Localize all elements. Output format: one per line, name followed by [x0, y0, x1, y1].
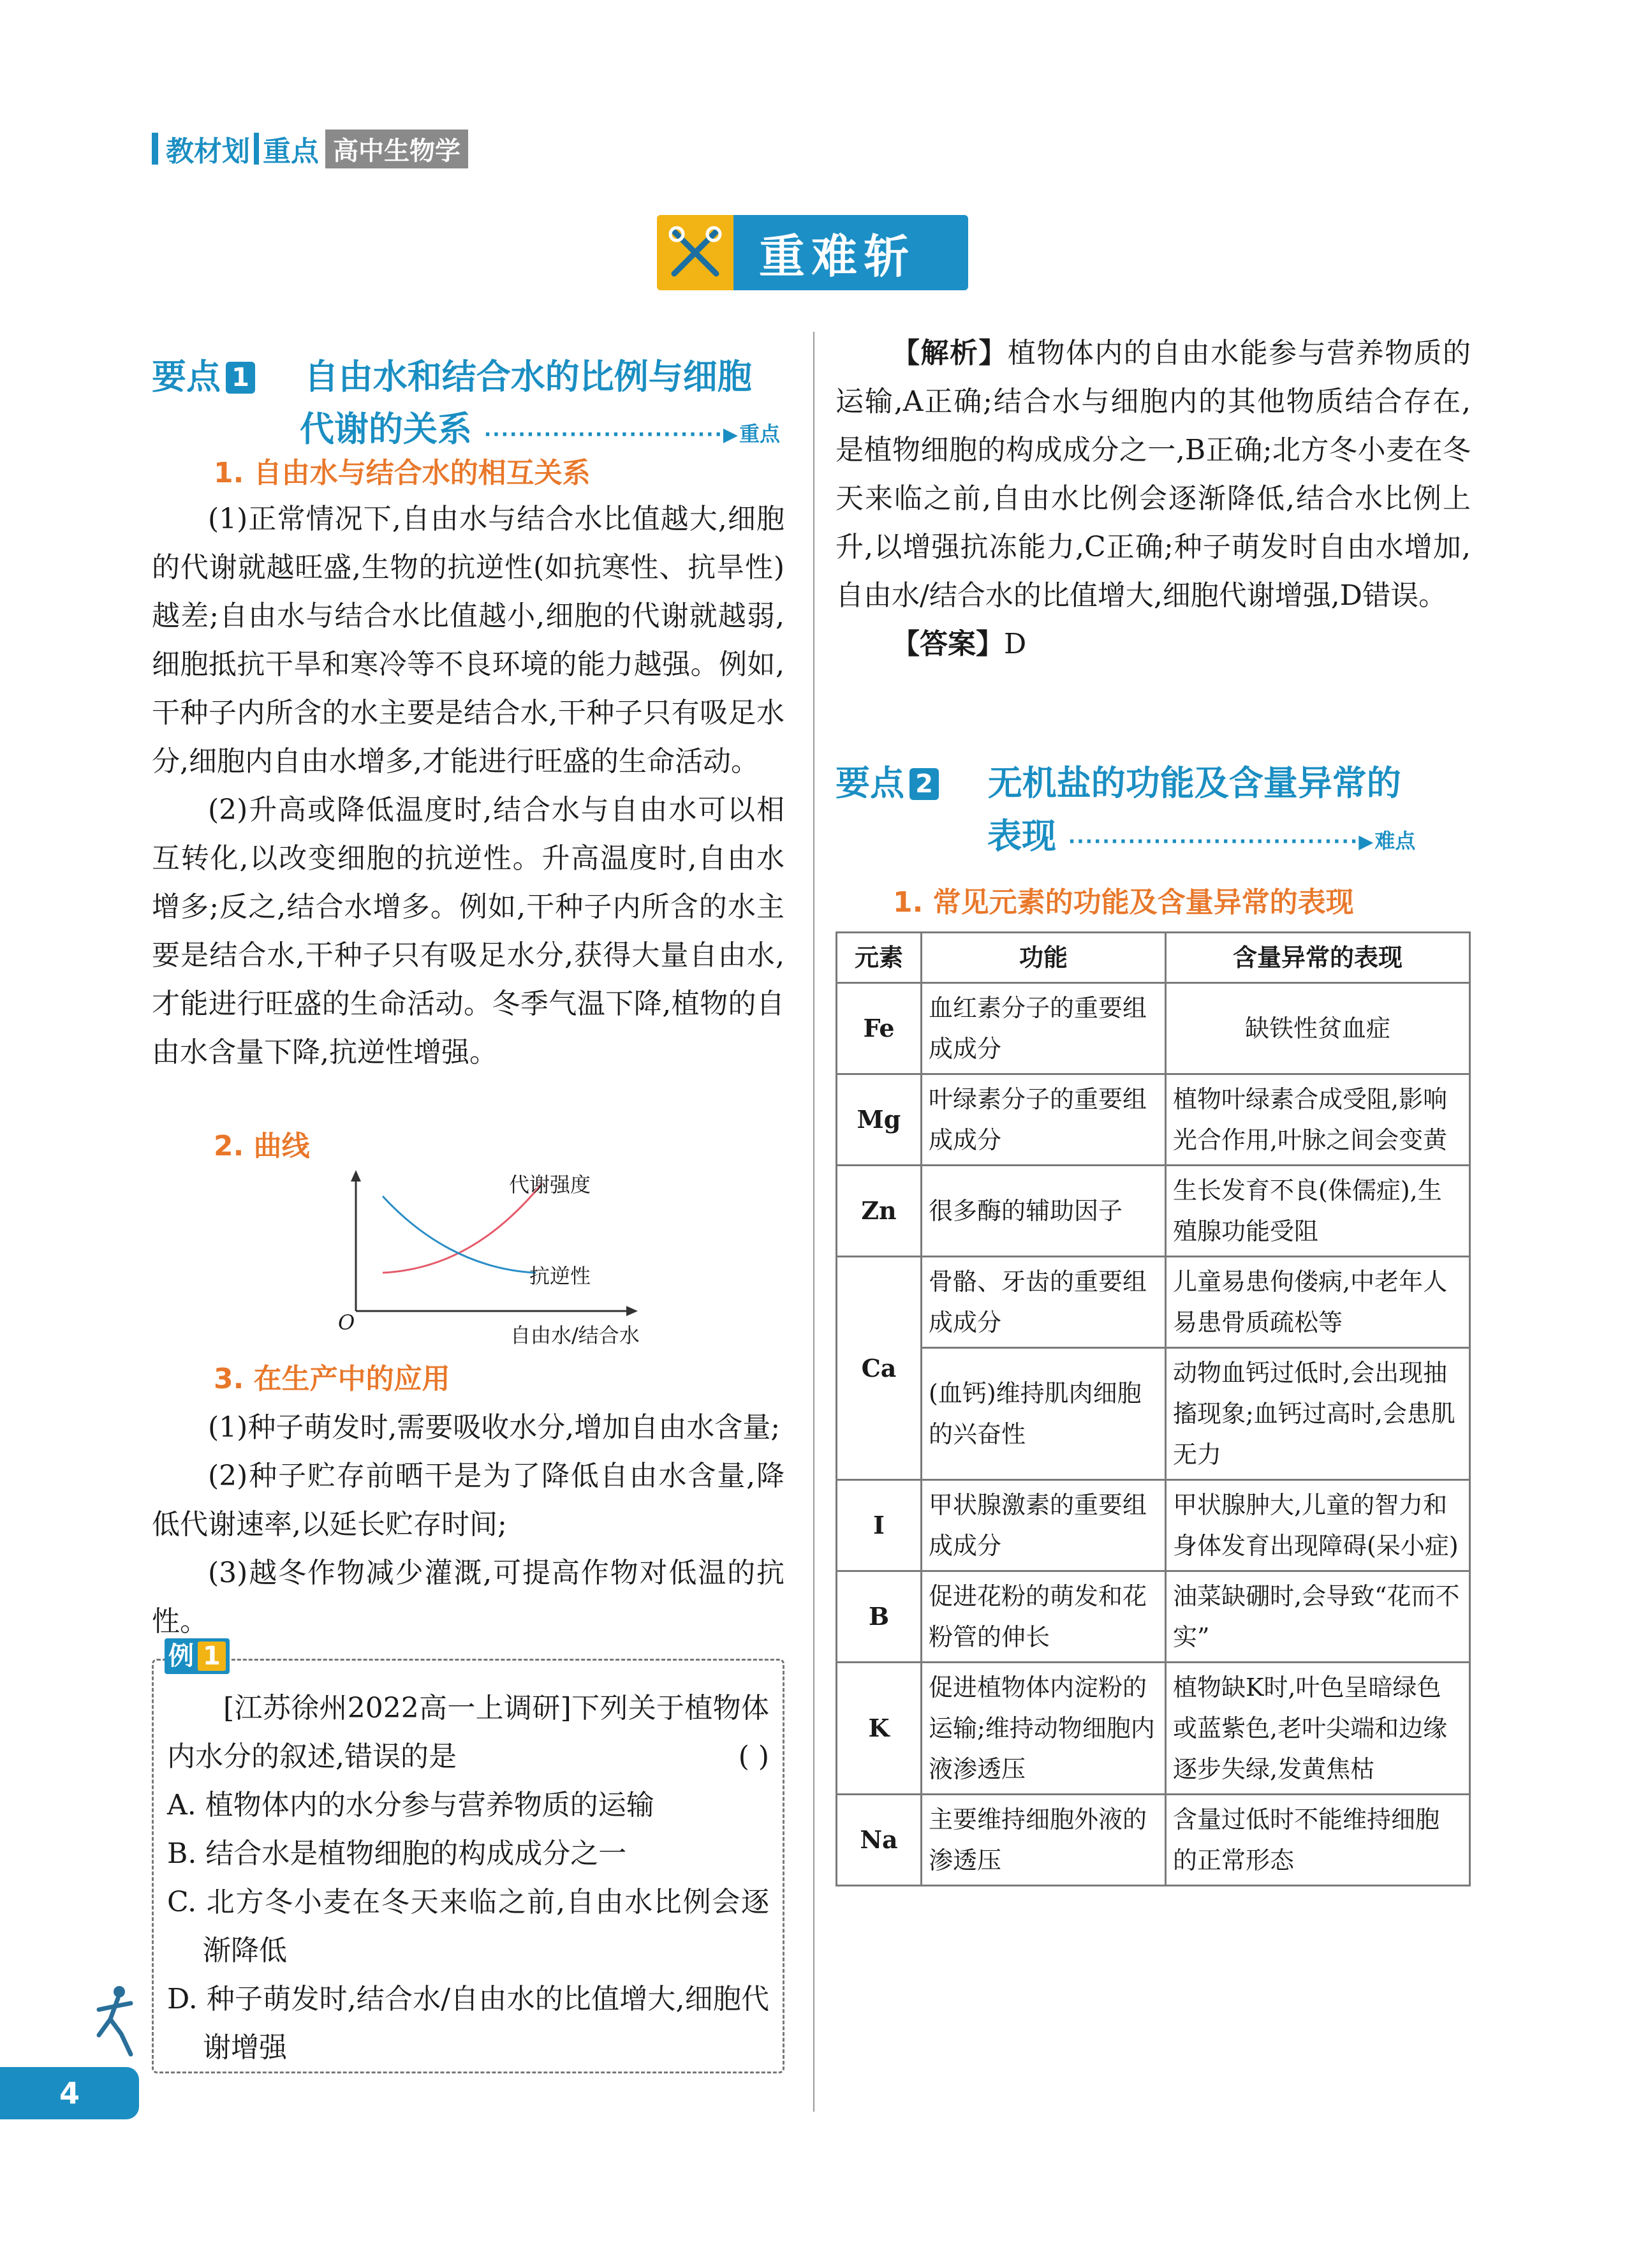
chart-label-metabolism: 代谢强度: [509, 1173, 591, 1197]
table-row: [837, 1663, 1470, 1795]
table-cell-function: 叶绿素分子的重要组成成分: [922, 1074, 1166, 1166]
kp1-application-list: [152, 1404, 784, 1646]
table-header-row: [837, 933, 1470, 983]
resistance-curve: [383, 1196, 536, 1273]
table-cell-function: 主要维持细胞外液的渗透压: [922, 1795, 1166, 1886]
table-cell-function: 很多酶的辅助因子: [922, 1166, 1166, 1257]
kp1-title-line2: 代谢的关系: [300, 409, 472, 449]
kp1-title-line1: 自由水和结合水的比例与细胞: [304, 357, 752, 397]
kp1-paragraph-2: (2)升高或降低温度时,结合水与自由水可以相互转化,以改变细胞的抗逆性。升高温度时,自由水增多;反之,结合水增多。例如,干种子内所含的水主要是结合水,干种子只有吸足水分,获得大量自由水,才能进行旺盛的生命活动。冬季气温下降,植物的自由水含量下降,抗逆性增强。: [152, 794, 784, 1069]
table-cell-function: 促进花粉的萌发和花粉管的伸长: [922, 1571, 1166, 1663]
table-cell-element: Mg: [837, 1074, 922, 1166]
kp1-number: 1: [226, 362, 255, 394]
table-cell-abnormal: 生长发育不良(侏儒症),生殖腺功能受阻: [1166, 1166, 1470, 1257]
kp2-tag: 难点: [1374, 829, 1416, 853]
table-cell-abnormal: 油菜缺硼时,会导致“花而不实”: [1166, 1571, 1470, 1663]
example-stem-text: [江苏徐州2022高一上调研]下列关于植物体内水分的叙述,错误的是: [167, 1692, 769, 1773]
table-row: [837, 1166, 1470, 1257]
page-number: 4: [0, 2067, 139, 2119]
example-tag-number: 1: [198, 1642, 226, 1671]
example-tag-label: 例: [168, 1642, 194, 1671]
table-cell-abnormal: 动物血钙过低时,会出现抽搐现象;血钙过高时,会患肌无力: [1166, 1348, 1470, 1480]
kp1-subheading-2: 2. 曲线: [214, 1130, 310, 1162]
kp2-heading-line1: [836, 756, 1401, 805]
y-axis-arrow: [351, 1170, 361, 1182]
example-option-a: A. 植物体内的水分参与营养物质的运输: [167, 1789, 654, 1821]
table-row: [837, 1348, 1470, 1480]
table-row: [837, 1571, 1470, 1663]
table-cell-element: Zn: [837, 1166, 922, 1257]
answer-label: 【答案】: [892, 628, 1004, 660]
table-cell-abnormal: 缺铁性贫血症: [1166, 983, 1470, 1074]
example-tag: [165, 1638, 230, 1674]
header-separator: [254, 133, 259, 165]
table-cell-element: B: [837, 1571, 922, 1663]
application-item-1: (1)种子萌发时,需要吸收水分,增加自由水含量;: [208, 1411, 781, 1444]
analysis-paragraph: [836, 329, 1471, 620]
example-option-b: B. 结合水是植物细胞的构成成分之一: [167, 1837, 627, 1870]
header-series-a: 教材划: [166, 135, 250, 168]
chart-x-label: 自由水/结合水: [510, 1323, 640, 1347]
kp1-heading-line2: [300, 402, 780, 451]
analysis-text: 植物体内的自由水能参与营养物质的运输,A正确;结合水与细胞内的其他物质结合存在,是植物细胞的构成成分之一,B正确;北方冬小麦在冬天来临之前,自由水比例会逐渐降低,结合水比例上升,以增强抗冻能力,C正确;种子萌发时自由水增加,自由水/结合水的比值增大,细胞代谢增强,D错误。: [836, 337, 1471, 612]
kp1-tag: 重点: [739, 422, 781, 446]
header-subject: 高中生物学: [325, 130, 468, 168]
table-row: [837, 1795, 1470, 1886]
answer-bracket: ( ): [738, 1740, 769, 1773]
kp1-paragraph-1: (1)正常情况下,自由水与结合水比值越大,细胞的代谢就越旺盛,生物的抗逆性(如抗寒性、抗旱性)越差;自由水与结合水比值越小,细胞的代谢就越弱,细胞抵抗干旱和寒冷等不良环境的能力越强。例如,干种子内所含的水主要是结合水,干种子只有吸足水分,细胞内自由水增多,才能进行旺盛的生命活动。: [152, 503, 784, 778]
kp1-label: 要点: [152, 357, 221, 397]
table-cell-function: (血钙)维持肌肉细胞的兴奋性: [922, 1348, 1166, 1480]
table-cell-element: Ca: [837, 1257, 922, 1480]
kp1-text-block-1: [152, 495, 784, 1077]
table-cell-function: 甲状腺激素的重要组成成分: [922, 1480, 1166, 1571]
kp1-leader-dots: ····························▶: [483, 424, 739, 446]
tools-icon: [657, 215, 733, 290]
table-header-abnormal: 含量异常的表现: [1166, 933, 1470, 983]
element-function-table: [836, 931, 1471, 1886]
table-header-element: 元素: [837, 933, 922, 983]
runner-figure-icon: [86, 1984, 144, 2061]
kp2-subheading-1: 1. 常见元素的功能及含量异常的表现: [893, 886, 1354, 919]
example-content: [167, 1684, 769, 2072]
analysis-block: [836, 329, 1471, 669]
table-cell-element: Fe: [837, 983, 922, 1074]
table-header-function: 功能: [922, 933, 1166, 983]
kp2-title-line2: 表现: [987, 816, 1056, 856]
table-row: [837, 1074, 1470, 1166]
answer-paragraph: [836, 620, 1471, 669]
table-row: [837, 1257, 1470, 1348]
kp1-subheading-1: 1. 自由水与结合水的相互关系: [214, 457, 591, 489]
header-series-b: 重点: [263, 135, 319, 168]
curve-chart: [332, 1167, 663, 1353]
analysis-label: 【解析】: [892, 337, 1008, 369]
table-cell-function: 骨骼、牙齿的重要组成成分: [922, 1257, 1166, 1348]
table-cell-function: 促进植物体内淀粉的运输;维持动物细胞内液渗透压: [922, 1663, 1166, 1795]
table-row: [837, 983, 1470, 1074]
answer-value: D: [1004, 628, 1027, 660]
table-row: [837, 1480, 1470, 1571]
table-cell-function: 血红素分子的重要组成成分: [922, 983, 1166, 1074]
table-cell-element: I: [837, 1480, 922, 1571]
banner-title: 重难斩: [759, 230, 917, 283]
application-item-3: (3)越冬作物减少灌溉,可提高作物对低温的抗性。: [152, 1557, 784, 1638]
section-banner: [657, 215, 968, 290]
running-header: [152, 131, 468, 167]
kp1-subheading-3: 3. 在生产中的应用: [214, 1363, 450, 1395]
table-cell-abnormal: 含量过低时不能维持细胞的正常形态: [1166, 1795, 1470, 1886]
example-option-d: D. 种子萌发时,结合水/自由水的比值增大,细胞代谢增强: [167, 1983, 769, 2064]
kp1-heading-line1: [152, 350, 752, 399]
chart-label-resistance: 抗逆性: [529, 1264, 591, 1288]
kp2-label: 要点: [836, 763, 904, 803]
header-accent-bar: [152, 133, 158, 165]
table-cell-abnormal: 儿童易患佝偻病,中老年人易患骨质疏松等: [1166, 1257, 1470, 1348]
example-option-c: C. 北方冬小麦在冬天来临之前,自由水比例会逐渐降低: [167, 1886, 769, 1967]
table-cell-abnormal: 植物叶绿素合成受阻,影响光合作用,叶脉之间会变黄: [1166, 1074, 1470, 1166]
kp2-leader-dots: ··································▶: [1068, 831, 1375, 853]
table-cell-abnormal: 甲状腺肿大,儿童的智力和身体发育出现障碍(呆小症): [1166, 1480, 1470, 1571]
kp2-heading-line2: [987, 809, 1415, 858]
table-cell-element: Na: [837, 1795, 922, 1886]
application-item-2: (2)种子贮存前晒干是为了降低自由水含量,降低代谢速率,以延长贮存时间;: [152, 1460, 784, 1541]
table-cell-element: K: [837, 1663, 922, 1795]
table-cell-abnormal: 植物缺K时,叶色呈暗绿色或蓝紫色,老叶尖端和边缘逐步失绿,发黄焦枯: [1166, 1663, 1470, 1795]
example-stem: [167, 1684, 769, 1781]
chart-origin: O: [338, 1310, 355, 1335]
column-divider: [813, 332, 814, 2112]
kp2-title-line1: 无机盐的功能及含量异常的: [987, 763, 1401, 803]
kp2-number: 2: [909, 768, 939, 800]
x-axis-arrow: [626, 1306, 638, 1316]
